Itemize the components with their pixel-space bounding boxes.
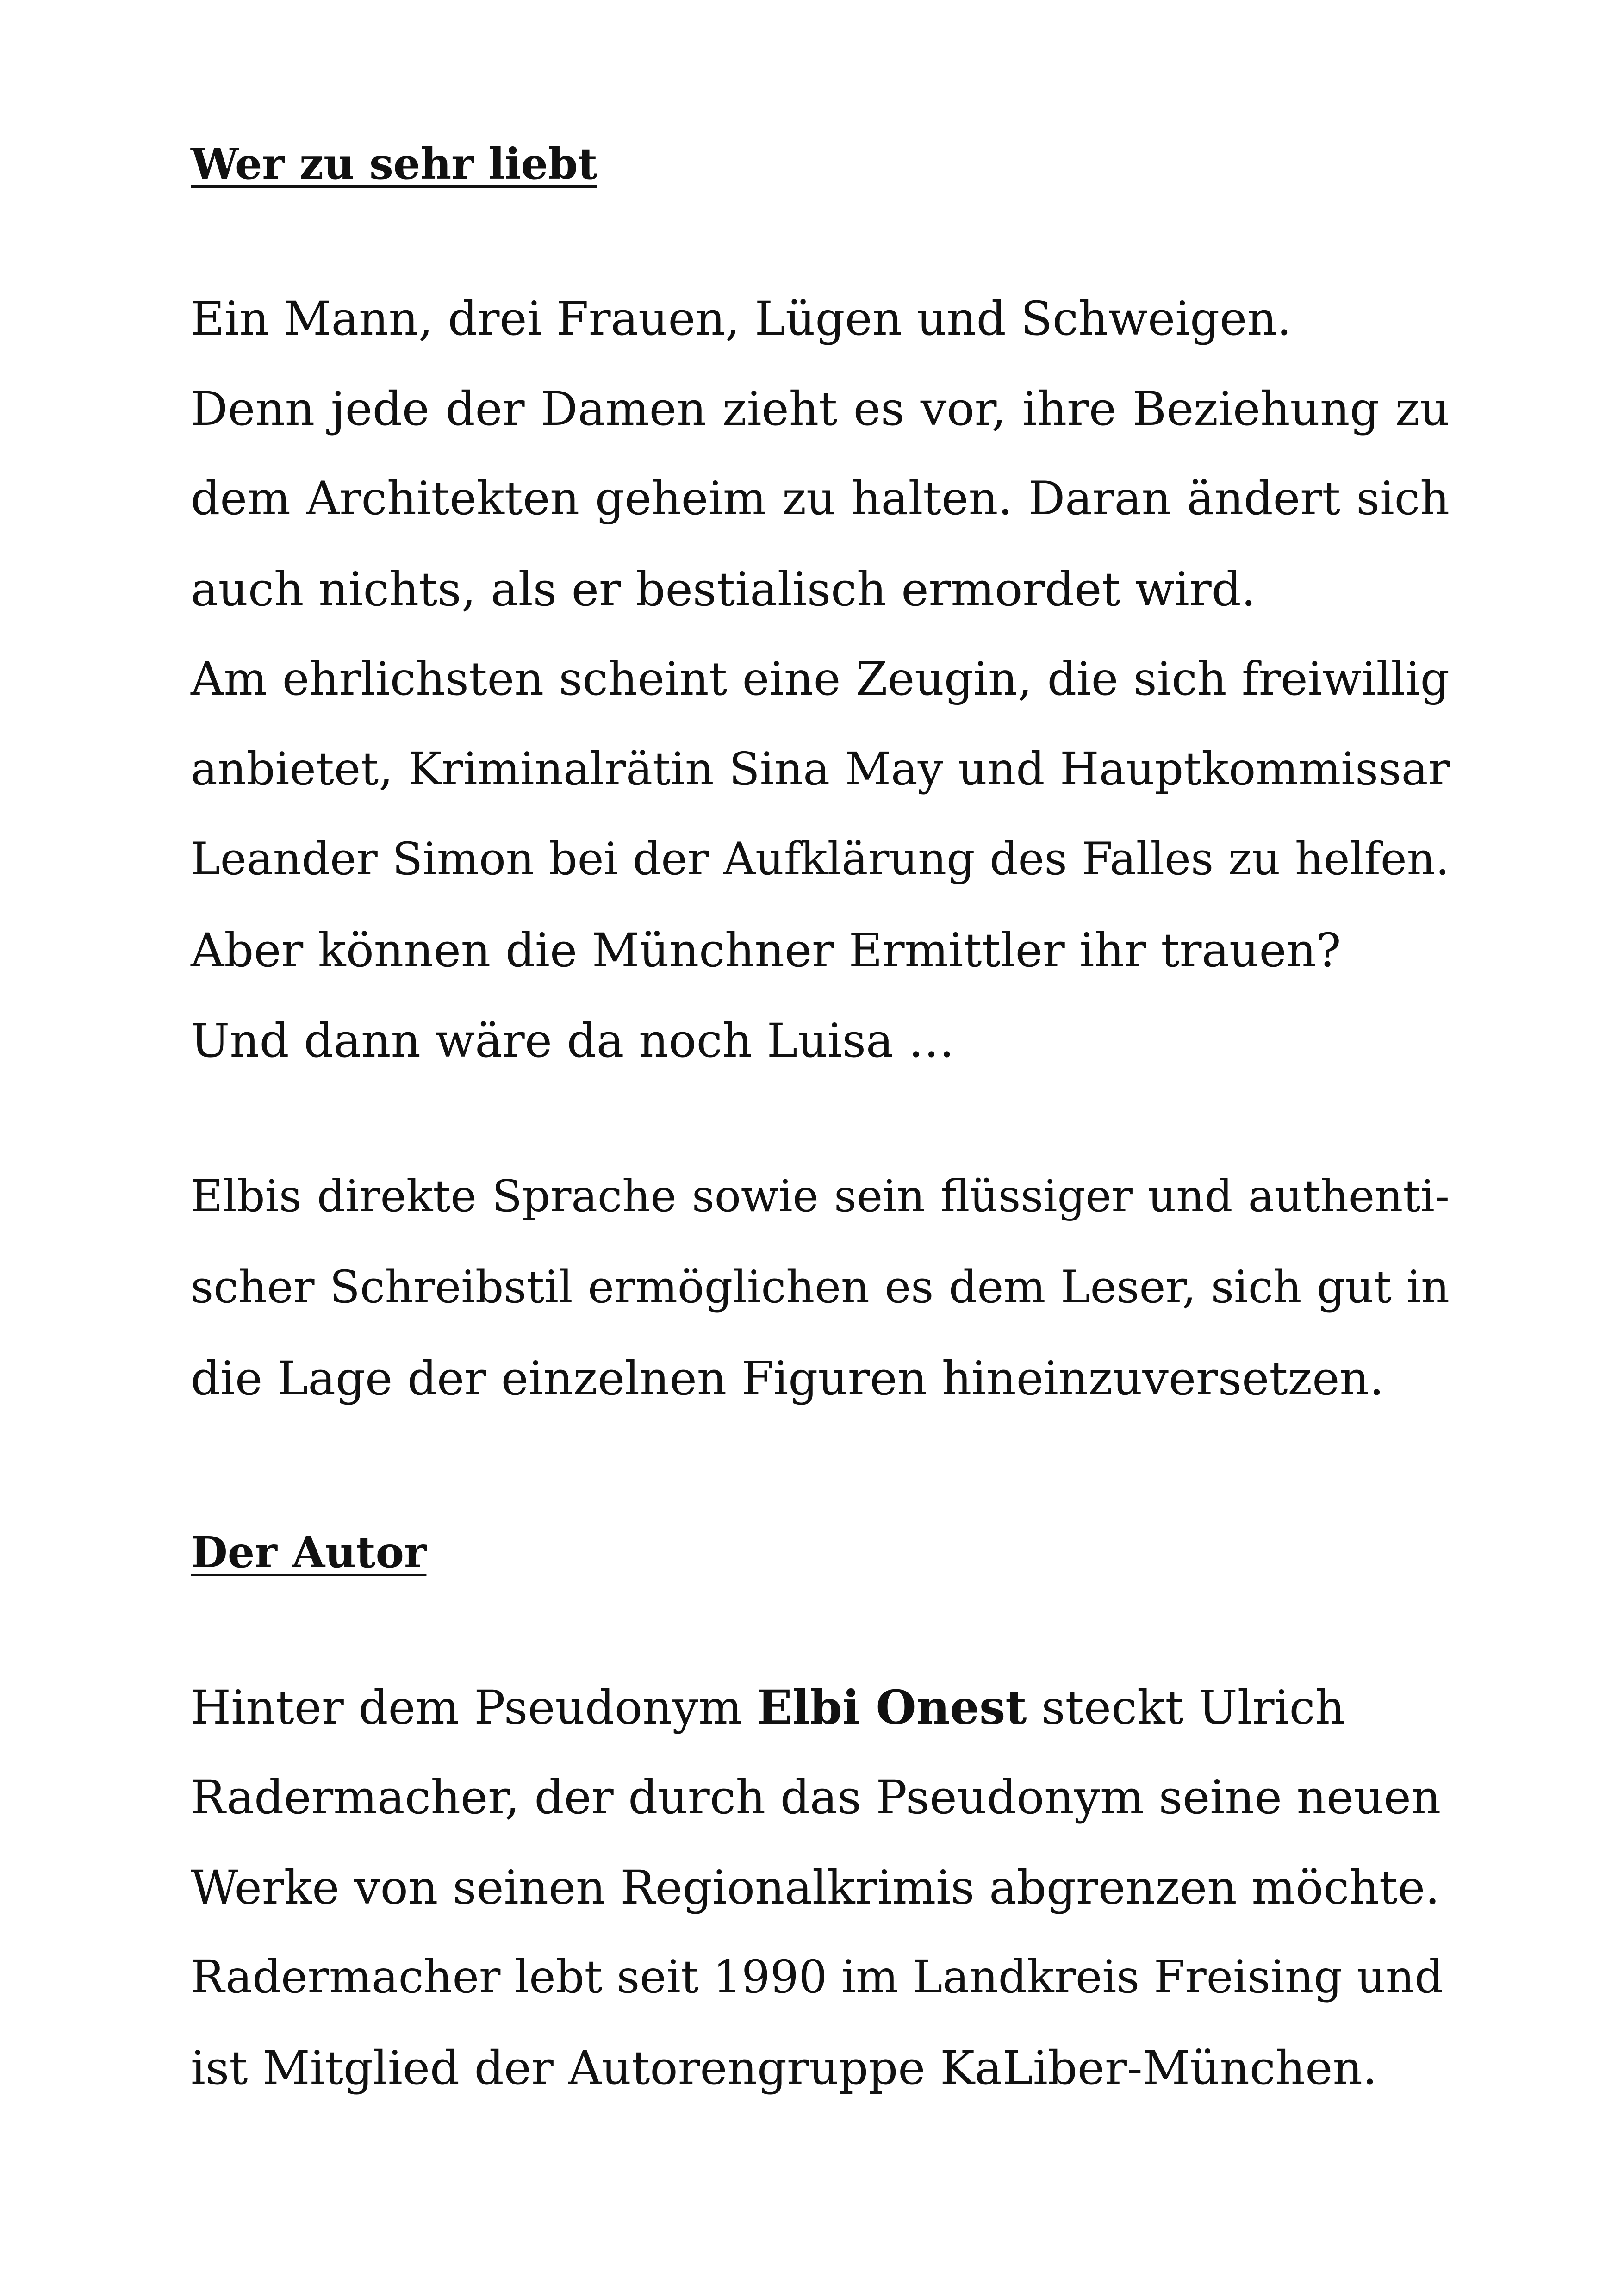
text-line: Elbis direkte Sprache sowie sein flüssiger und authenti-: [191, 1171, 1450, 1222]
text-line: Denn jede der Damen zieht es vor, ihre Beziehung zu: [191, 382, 1450, 436]
text-line: scher Schreibstil ermöglichen es dem Leser, sich gut in: [191, 1261, 1450, 1313]
text-line: Und dann wäre da noch Luisa …: [191, 1014, 955, 1068]
section-title-author: Der Autor: [191, 1527, 427, 1577]
text-line: anbietet, Kriminalrätin Sina May und Hauptkommissar: [191, 743, 1450, 795]
bio-text: Hinter dem Pseudonym: [191, 1680, 742, 1735]
text-line: dem Architekten geheim zu halten. Daran ändert sich: [191, 472, 1450, 525]
pseudonym: Elbi Onest: [757, 1680, 1027, 1735]
bio-text: steckt Ulrich: [1041, 1680, 1345, 1735]
text-line: Radermacher lebt seit 1990 im Landkreis Freising und: [191, 1951, 1444, 2003]
text-line: ist Mitglied der Autorengruppe KaLiber-München.: [191, 2041, 1377, 2095]
text-line: [191, 1680, 1345, 1735]
text-line: Werke von seinen Regionalkrimis abgrenzen möchte.: [191, 1860, 1440, 1915]
text-line: Leander Simon bei der Aufklärung des Falles zu helfen.: [191, 833, 1450, 885]
text-line: die Lage der einzelnen Figuren hineinzuversetzen.: [191, 1351, 1384, 1406]
text-line: Radermacher, der durch das Pseudonym seine neuen: [191, 1770, 1441, 1824]
text-line: Am ehrlichsten scheint eine Zeugin, die sich freiwillig: [191, 653, 1450, 706]
text-line: Ein Mann, drei Frauen, Lügen und Schweigen.: [191, 292, 1292, 346]
text-line: auch nichts, als er bestialisch ermordet wird.: [191, 562, 1256, 616]
section-title-book: Wer zu sehr liebt: [191, 139, 597, 189]
text-line: Aber können die Münchner Ermittler ihr trauen?: [191, 923, 1341, 977]
